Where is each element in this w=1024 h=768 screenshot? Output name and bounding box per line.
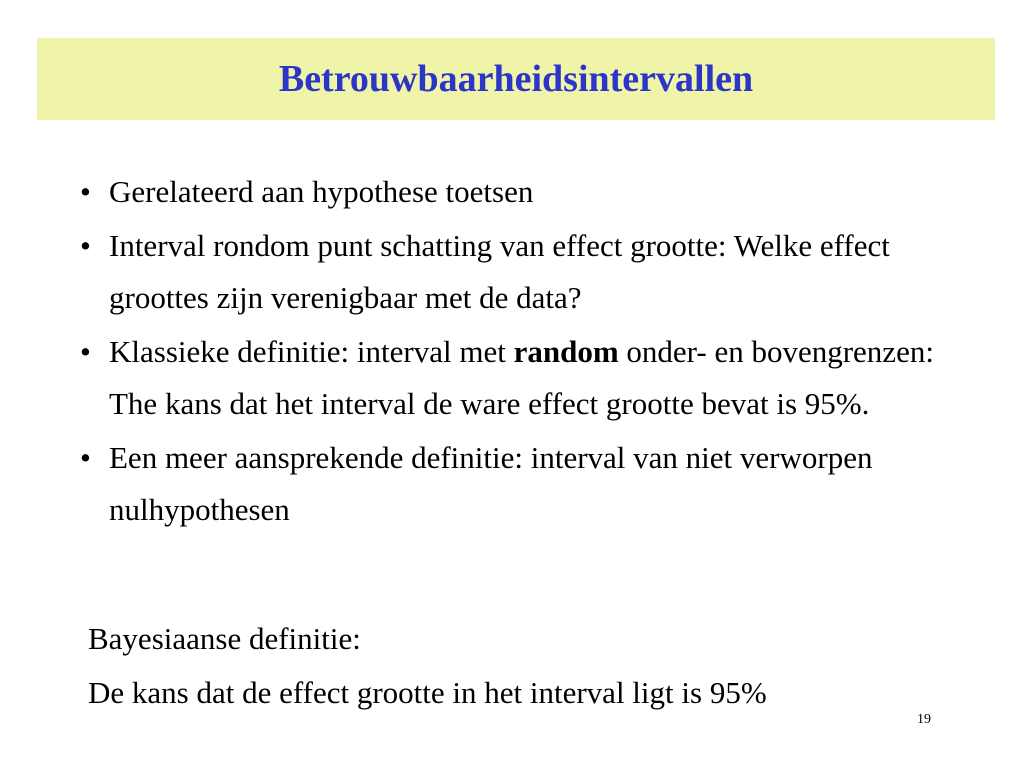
bullet-text-part: onder- en bovengrenzen: The kans dat het interval de ware effect grootte bevat is 95%. bbox=[109, 334, 934, 421]
bullet-text: Een meer aansprekende definitie: interval van niet verworpen nulhypothesen bbox=[109, 440, 873, 527]
bullet-item bbox=[80, 326, 960, 430]
bullet-item bbox=[80, 166, 960, 218]
bullet-text: Gerelateerd aan hypothese toetsen bbox=[109, 174, 534, 209]
title-bar bbox=[37, 38, 995, 120]
bayes-text: De kans dat de effect grootte in het interval ligt is 95% bbox=[88, 675, 767, 710]
slide-number: 19 bbox=[917, 712, 931, 727]
bullet-list bbox=[80, 166, 960, 538]
bullet-marker: • bbox=[80, 228, 91, 263]
bullet-marker: • bbox=[80, 440, 91, 475]
bullet-marker: • bbox=[80, 334, 91, 369]
slide-title: Betrouwbaarheidsintervallen bbox=[278, 58, 754, 100]
bullet-text-part: Klassieke definitie: interval met bbox=[109, 334, 514, 369]
bayesian-definition bbox=[88, 612, 988, 720]
emphasis-word: random bbox=[513, 334, 619, 369]
bullet-item bbox=[80, 432, 960, 536]
bullet-item bbox=[80, 220, 960, 324]
bullet-text: Interval rondom punt schatting van effect grootte: Welke effect groottes zijn verenigbaar met de data? bbox=[109, 228, 890, 315]
bullet-text bbox=[109, 334, 934, 421]
bullet-marker: • bbox=[80, 174, 91, 209]
bayes-heading: Bayesiaanse definitie: bbox=[88, 621, 361, 656]
